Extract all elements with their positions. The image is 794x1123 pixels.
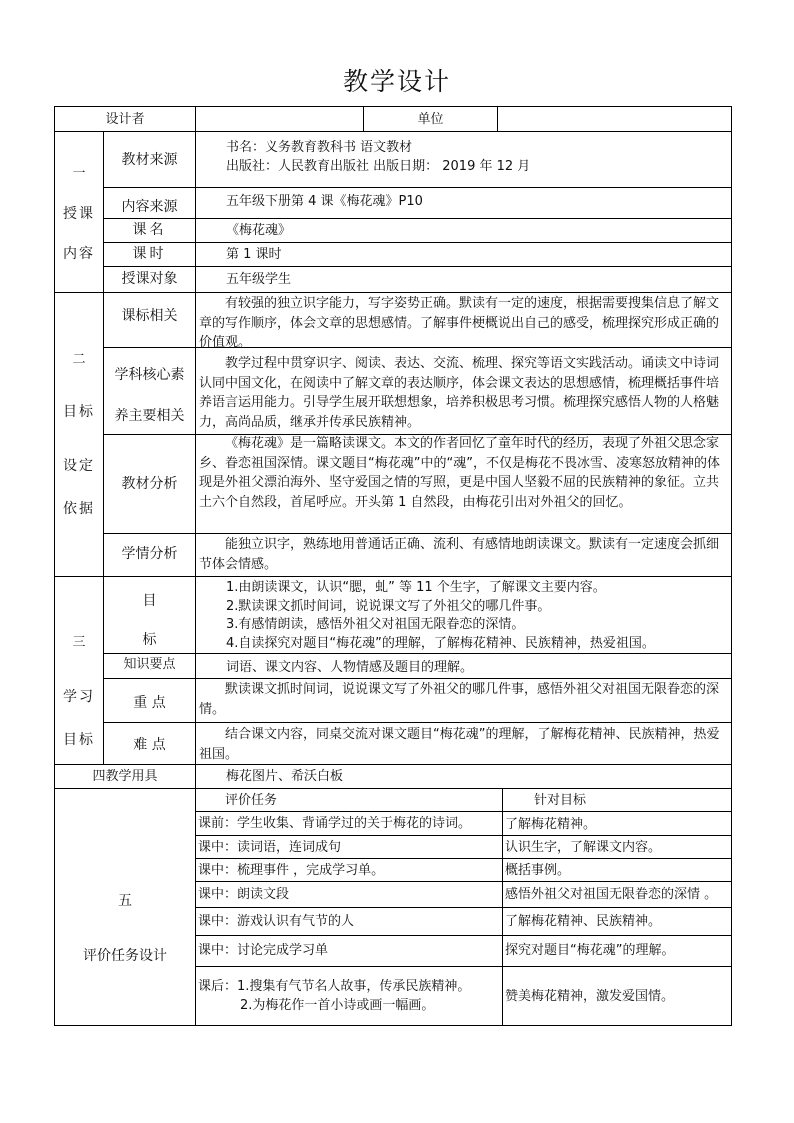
task-cell: 课中：游戏认识有气节的人 xyxy=(198,914,355,929)
audience-value: 五年级学生 xyxy=(226,272,292,287)
section3-label-line2: 目标 xyxy=(63,732,95,748)
source-label: 教材来源 xyxy=(121,152,178,168)
goal-item: 4.自读探究对题目“梅花魂”的理解，了解梅花精神、民族精神，热爱祖国。 xyxy=(226,636,655,651)
task-cell: 课前：学生收集、背诵学过的关于梅花的诗词。 xyxy=(198,816,472,831)
page-title: 教学设计 xyxy=(342,67,451,96)
curriculum-label: 课标相关 xyxy=(121,308,178,324)
task-cell: 课中：讨论完成学习单 xyxy=(198,943,329,958)
section1-number: 一 xyxy=(72,166,86,181)
goals-label-line1: 目 xyxy=(142,593,157,609)
tools-value: 梅花图片、希沃白板 xyxy=(226,769,344,784)
unit-label: 单位 xyxy=(417,112,444,127)
source-line2: 出版社：人民教育出版社 出版日期： 2019 年 12 月 xyxy=(226,159,531,174)
difficulty-label: 难 点 xyxy=(133,737,166,753)
student-label: 学情分析 xyxy=(121,546,178,562)
section5-number: 五 xyxy=(118,893,132,909)
target-cell: 认识生字，了解课文内容。 xyxy=(505,840,662,855)
source-line1: 书名：义务教育教科书 语文教材 xyxy=(226,140,413,155)
difficulty-text: 结合课文内容，同桌交流对课文题目“梅花魂”的理解，了解梅花精神、民族精神，热爱祖国。 xyxy=(199,727,720,762)
section2-label-line1: 目标 xyxy=(63,404,95,420)
section2-label-line3: 依据 xyxy=(63,501,95,517)
period-label: 课时 xyxy=(132,246,167,262)
section3-number: 三 xyxy=(72,635,86,650)
lesson-name-value: 《梅花魂》 xyxy=(226,223,292,238)
core-label-line1: 学科核心素 xyxy=(114,367,185,383)
section1-label-line1: 授课 xyxy=(63,206,95,222)
task-cell: 课中：梳理事件 ，完成学习单。 xyxy=(198,863,385,878)
designer-label: 设计者 xyxy=(105,112,145,127)
section1-label-line2: 内容 xyxy=(63,246,95,262)
key-label: 重 点 xyxy=(133,695,166,711)
section3-label-line1: 学习 xyxy=(63,689,95,705)
section2-number: 二 xyxy=(72,352,86,367)
goal-item: 3.有感情朗读，感悟外祖父对祖国无限眷恋的深情。 xyxy=(226,617,525,632)
content-source-label: 内容来源 xyxy=(121,199,178,215)
lesson-name-label: 课名 xyxy=(132,222,167,238)
target-cell: 概括事例。 xyxy=(505,863,571,878)
section5-label: 评价任务设计 xyxy=(83,948,167,964)
core-text: 教学过程中贯穿识字、阅读、表达、交流、梳理、探究等语文实践活动。诵读文中诗词认同中国文化，在阅读中了解文章的表达顺序，体会课文表达的思想感情，梳理概括事件培养语言运用能力。引导学生展开联想想象，培养积极思考习惯。梳理探究感悟人物的人格魅力，高尚品质，继承并传承民族精神。 xyxy=(199,356,720,430)
core-label-line2: 养主要相关 xyxy=(114,408,185,424)
target-cell: 了解梅花精神、民族精神。 xyxy=(505,914,662,929)
task-cell: 课后：1.搜集有气节名人故事，传承民族精神。 xyxy=(198,979,471,994)
task-cell: 课中：朗读文段 xyxy=(198,887,290,902)
material-text: 《梅花魂》是一篇略读课文。本文的作者回忆了童年时代的经历，表现了外祖父思念家乡、眷恋祖国深情。课文题目“梅花魂”中的“魂”，不仅是梅花不畏冰雪、凌寒怒放精神的体现是外祖父漂泊海外、坚守爱国之情的写照，更是中国人坚毅不屈的民族精神的象征。立共土六个自然段，首尾呼应。开头第 1 自然段，由梅花引出对外祖父的回忆。 xyxy=(199,436,720,510)
col-header-task: 评价任务 xyxy=(225,793,278,808)
goals-label-line2: 标 xyxy=(142,632,157,648)
student-text: 能独立识字，熟练地用普通话正确、流利、有感情地朗读课文。默读有一定速度会抓细节体会情感。 xyxy=(199,537,720,572)
target-cell: 赞美梅花精神，激发爱国情。 xyxy=(505,989,675,1004)
goal-item: 2.默读课文抓时间词，说说课文写了外祖父的哪几件事。 xyxy=(226,599,551,614)
section2-label-line2: 设定 xyxy=(63,458,95,474)
period-value: 第 1 课时 xyxy=(226,247,282,262)
audience-label: 授课对象 xyxy=(121,271,178,287)
curriculum-text: 有较强的独立识字能力，写字姿势正确。默读有一定的速度，根据需要搜集信息了解文章的写作顺序，体会文章的思想感情。了解事件梗概说出自己的感受，梳理探究形成正确的价值观。 xyxy=(199,296,720,350)
goal-item: 1.由朗读课文，认识“腮，虬” 等 11 个生字，了解课文主要内容。 xyxy=(226,580,606,595)
target-cell: 探究对题目“梅花魂”的理解。 xyxy=(505,943,675,958)
material-label: 教材分析 xyxy=(121,476,178,492)
key-text: 默读课文抓时间词，说说课文写了外祖父的哪几件事，感悟外祖父对祖国无限眷恋的深情。 xyxy=(199,682,720,717)
col-header-target: 针对目标 xyxy=(534,793,587,808)
task-cell: 2.为梅花作一首小诗或画一幅画。 xyxy=(240,998,435,1013)
task-cell: 课中：读词语，连词成句 xyxy=(198,840,342,855)
tools-label: 四教学用具 xyxy=(92,769,158,784)
knowledge-label: 知识要点 xyxy=(123,657,176,672)
content-source-value: 五年级下册第 4 课《梅花魂》P10 xyxy=(226,194,423,209)
knowledge-text: 词语、课文内容、人物情感及题目的理解。 xyxy=(226,660,474,675)
target-cell: 感悟外祖父对祖国无限眷恋的深情 。 xyxy=(505,887,718,902)
target-cell: 了解梅花精神。 xyxy=(505,817,597,832)
